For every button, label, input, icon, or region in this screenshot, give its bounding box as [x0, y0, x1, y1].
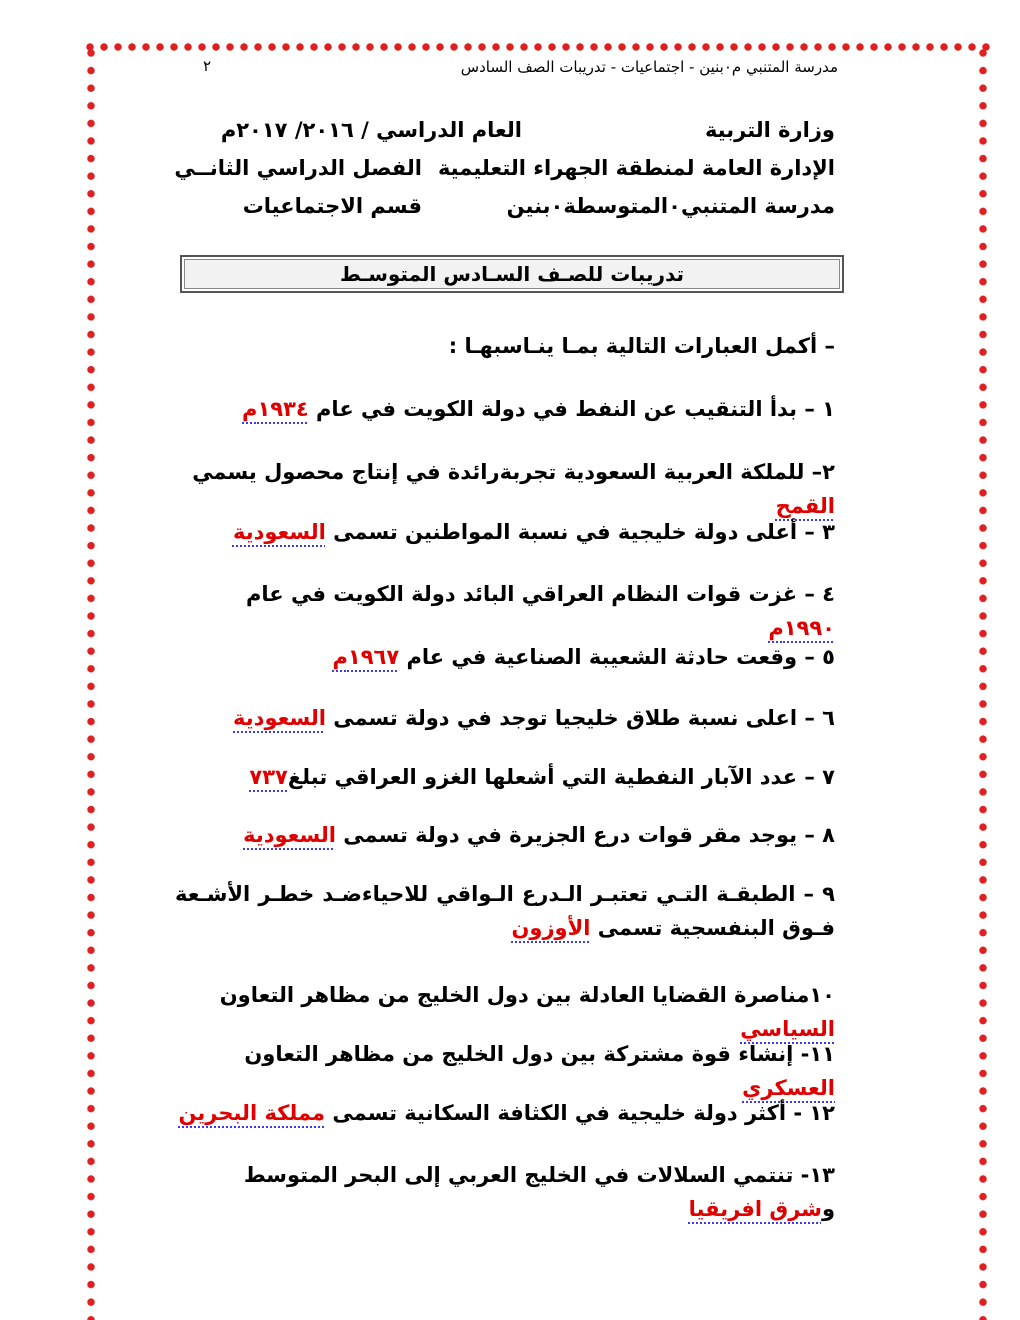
answer-text: القمح	[775, 494, 835, 518]
answer-text: شرق افريقيا	[688, 1197, 822, 1221]
school-info	[174, 118, 835, 232]
question-item	[175, 577, 835, 645]
question-text: ٦ – اعلى نسبة طلاق خليجيا توجد في دولة تسمى	[325, 706, 835, 730]
answer-text: السياسي	[740, 1017, 835, 1041]
answer-text: ٧٣٧	[249, 765, 288, 789]
instruction: – أكمل العبارات التالية بمـا ينـاسبهـا :	[448, 334, 835, 358]
question-text: ٢– للملكة العربية السعودية تجربةرائدة في إنتاج محصول يسمي	[192, 460, 835, 484]
question-item	[175, 818, 835, 852]
answer-text: الأوزون	[511, 916, 591, 940]
answer-text: ١٩٣٤م	[242, 397, 309, 421]
decorative-border-left	[86, 48, 98, 1320]
answer-text: السعودية	[243, 823, 336, 847]
info-row	[185, 118, 835, 156]
answer-text: العسكري	[742, 1076, 835, 1100]
directorate-label: الإدارة العامة لمنطقة الجهراء التعليمية	[437, 156, 835, 180]
question-item	[175, 1096, 835, 1130]
question-text: ٤ – غزت قوات النظام العراقي البائد دولة الكويت في عام	[246, 582, 835, 606]
info-row	[174, 156, 835, 194]
question-text: ٨ – يوجد مقر قوات درع الجزيرة في دولة تسمى	[335, 823, 835, 847]
question-item	[175, 978, 835, 1046]
info-row	[185, 194, 835, 232]
answer-text: السعودية	[233, 706, 326, 730]
question-text: ٩ – الطبقـة التـي تعتبـر الـدرع الـواقي للاحياءضـد خطـر الأشـعة فـوق البنفسجية تسمى	[175, 882, 835, 940]
worksheet-title: تدريبات للصـف السـادس المتوسـط	[180, 255, 844, 293]
question-item	[175, 877, 835, 945]
question-item	[175, 392, 835, 426]
answer-text: ١٩٦٧م	[332, 645, 400, 669]
question-text: ١٣- تنتمي السلالات في الخليج العربي إلى البحر المتوسط و	[243, 1163, 835, 1221]
answer-text: مملكة البحرين	[178, 1101, 326, 1125]
school-name: مدرسة المتنبي٠المتوسطة٠بنين	[506, 194, 835, 218]
answer-text: ١٩٩٠م	[768, 616, 835, 640]
question-item	[175, 455, 835, 523]
ministry-label: وزارة التربية	[704, 118, 835, 142]
question-text: ١ – بدأ التنقيب عن النفط في دولة الكويت في عام	[308, 397, 835, 421]
semester-label: الفصل الدراسي الثانــي	[174, 156, 422, 180]
page-number: ٢	[203, 57, 212, 75]
question-text: ٥ – وقعت حادثة الشعيبة الصناعية في عام	[399, 645, 835, 669]
question-item	[175, 515, 835, 549]
decorative-border-right	[978, 48, 990, 1320]
question-item	[175, 640, 835, 674]
question-item	[175, 760, 835, 794]
question-text: ١٠مناصرة القضايا العادلة بين دول الخليج من مظاهر التعاون	[219, 983, 835, 1007]
question-item	[175, 1037, 835, 1105]
question-item	[175, 701, 835, 735]
academic-year: العام الدراسي / ٢٠١٦/ ٢٠١٧م	[220, 118, 522, 142]
answer-text: السعودية	[232, 520, 326, 544]
question-text: ٧ – عدد الآبار النفطية التي أشعلها الغزو العراقي تبلغ	[287, 765, 835, 789]
question-text: ١١- إنشاء قوة مشتركة بين دول الخليج من مظاهر التعاون	[244, 1042, 835, 1066]
running-header: مدرسة المتنبي م٠بنين - اجتماعيات - تدريبات الصف السادس	[460, 58, 838, 76]
question-text: ١٢ - أكثر دولة خليجية في الكثافة السكانية تسمى	[325, 1101, 835, 1125]
question-item	[175, 1158, 835, 1226]
decorative-border-top	[86, 40, 994, 54]
department-label: قسم الاجتماعيات	[242, 194, 422, 218]
question-text: ٣ – أعلى دولة خليجية في نسبة المواطنين تسمى	[325, 520, 835, 544]
